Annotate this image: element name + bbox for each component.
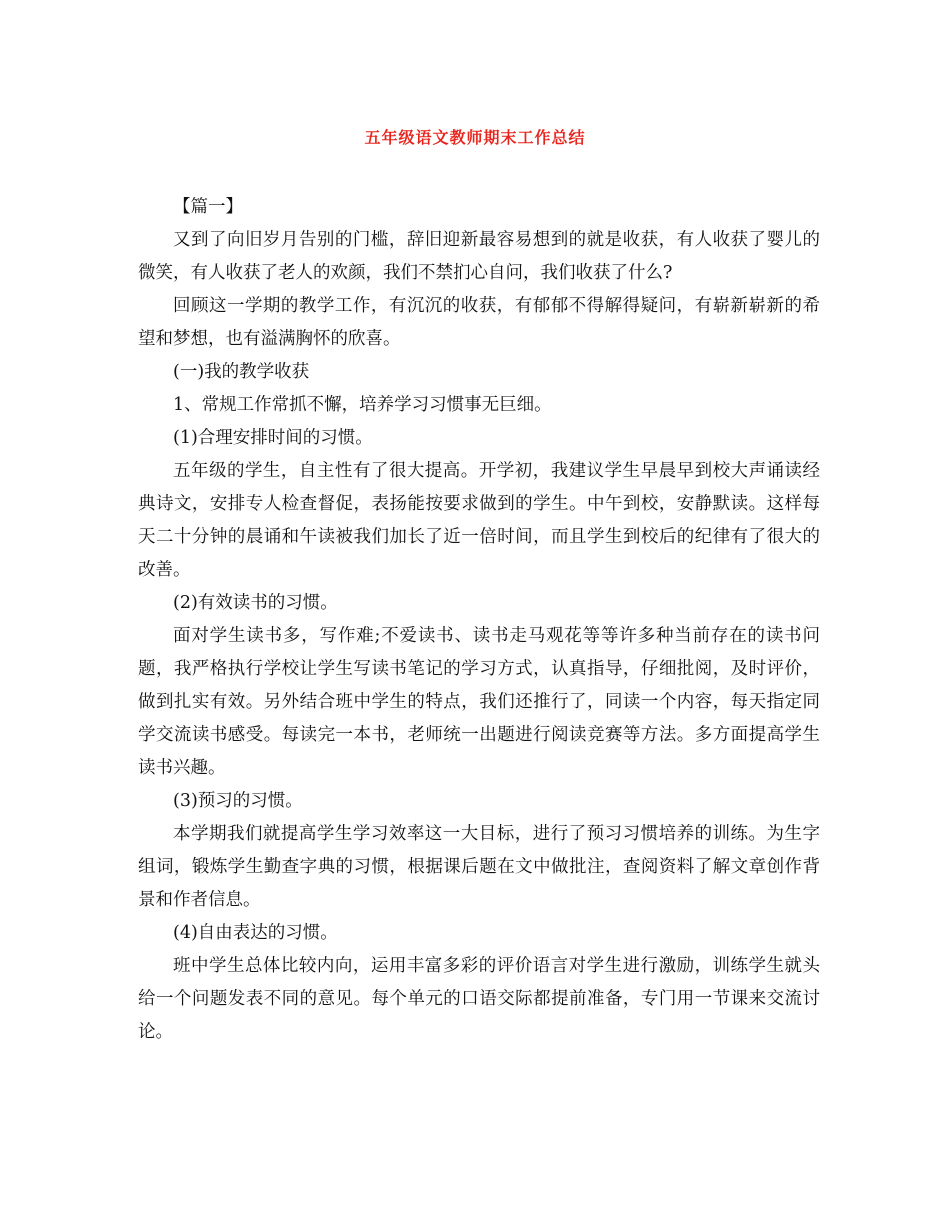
item-heading: (2)有效读书的习惯。 <box>173 593 338 613</box>
subsection-heading: 1、常规工作常抓不懈，培养学习习惯事无巨细。 <box>173 395 552 415</box>
section-heading: 【篇一】 <box>173 197 243 217</box>
paragraph: 班中学生总体比较内向，运用丰富多彩的评价语言对学生进行激励，训练学生就头给一个问题发表不同的意见。每个单元的口语交际都提前准备，专门用一节课来交流讨论。 <box>138 956 820 1042</box>
item-heading: (4)自由表达的习惯。 <box>173 923 338 943</box>
paragraph: 五年级的学生，自主性有了很大提高。开学初，我建议学生早晨早到校大声诵读经典诗文，安排专人检查督促，表扬能按要求做到的学生。中午到校，安静默读。这样每天二十分钟的晨诵和午读被我们加长了近一倍时间，而且学生到校后的纪律有了很大的改善。 <box>138 461 820 580</box>
paragraph: 回顾这一学期的教学工作，有沉沉的收获，有郁郁不得解得疑问，有崭新崭新的希望和梦想，也有溢满胸怀的欣喜。 <box>138 296 820 349</box>
document-body <box>138 191 820 1049</box>
subsection-heading: (一)我的教学收获 <box>173 362 310 382</box>
paragraph: 本学期我们就提高学生学习效率这一大目标，进行了预习习惯培养的训练。为生字组词，锻炼学生勤查字典的习惯，根据课后题在文中做批注，查阅资料了解文章创作背景和作者信息。 <box>138 824 820 910</box>
paragraph: 面对学生读书多，写作难;不爱读书、读书走马观花等等许多种当前存在的读书问题，我严格执行学校让学生写读书笔记的学习方式，认真指导，仔细批阅，及时评价，做到扎实有效。另外结合班中学生的特点，我们还推行了，同读一个内容，每天指定同学交流读书感受。每读完一本书，老师统一出题进行阅读竞赛等方法。多方面提高学生读书兴趣。 <box>138 626 820 778</box>
item-heading: (3)预习的习惯。 <box>173 791 303 811</box>
document-title: 五年级语文教师期末工作总结 <box>364 128 586 147</box>
paragraph: 又到了向旧岁月告别的门槛，辞旧迎新最容易想到的就是收获，有人收获了婴儿的微笑，有人收获了老人的欢颜，我们不禁扪心自问，我们收获了什么? <box>138 230 820 283</box>
item-heading: (1)合理安排时间的习惯。 <box>173 428 373 448</box>
